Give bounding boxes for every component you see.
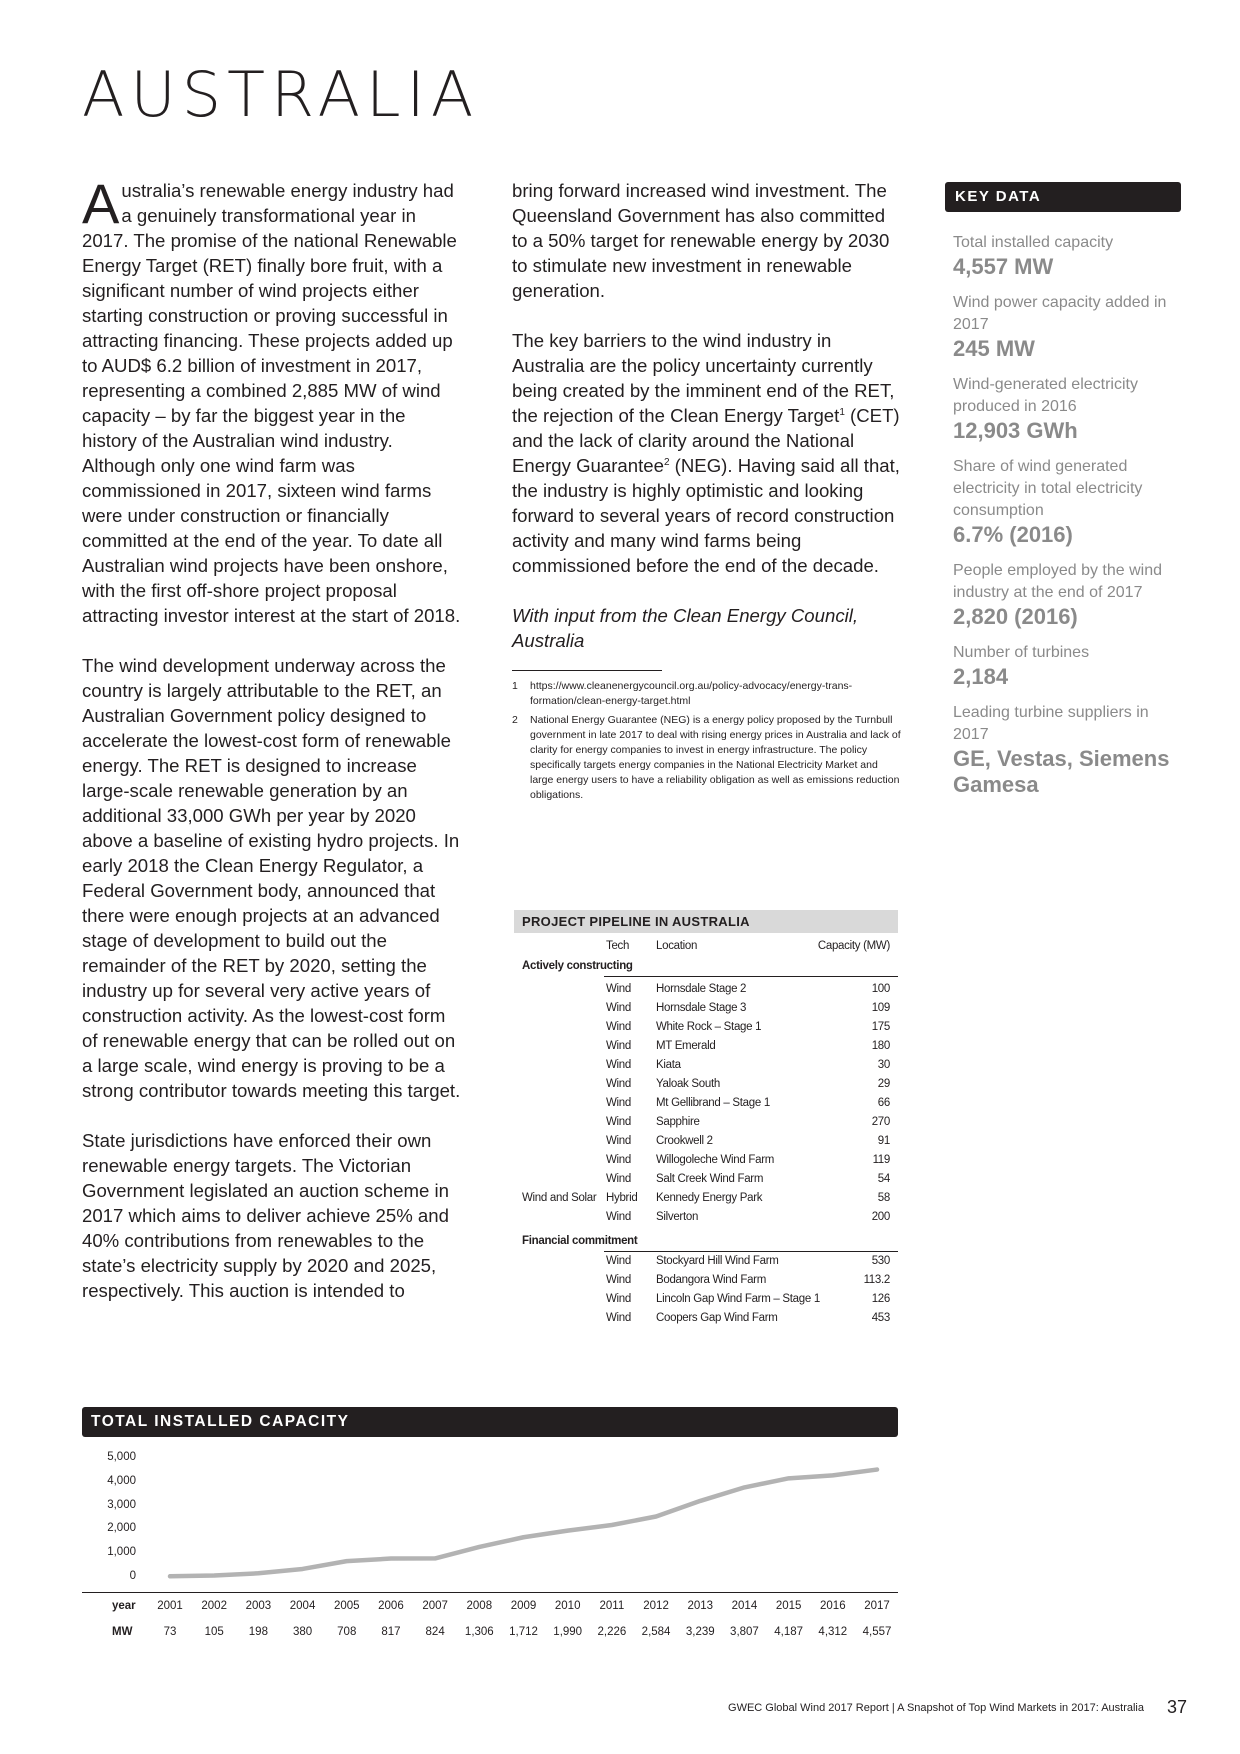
section-financial-commitment: Financial commitment xyxy=(522,1235,638,1247)
table-row xyxy=(514,1113,898,1132)
project-capacity: 530 xyxy=(871,1255,890,1267)
footnote-text: https://www.cleanenergycouncil.org.au/policy-advocacy/energy-trans-formation/clean-energy-target.html xyxy=(530,680,853,707)
x-tick-label: 2011 xyxy=(599,1600,625,1612)
project-location: Crookwell 2 xyxy=(656,1135,713,1147)
project-tech: Wind xyxy=(606,1293,632,1305)
data-label: 380 xyxy=(292,1626,313,1638)
data-point xyxy=(389,1557,393,1561)
project-pipeline-table xyxy=(514,910,898,1328)
x-tick-label: 2015 xyxy=(775,1600,802,1612)
data-label: 1,712 xyxy=(509,1626,538,1638)
project-tech: Wind xyxy=(606,1021,632,1033)
data-label: 198 xyxy=(248,1626,268,1638)
project-capacity: 200 xyxy=(871,1211,890,1223)
footnotes xyxy=(512,679,902,803)
key-data-value: 4,557 MW xyxy=(953,254,1054,279)
project-capacity: 453 xyxy=(871,1312,890,1324)
credit-line: With input from the Clean Energy Council, Australia xyxy=(512,605,859,651)
data-point xyxy=(831,1473,835,1477)
data-point xyxy=(433,1556,437,1560)
x-tick-label: 2016 xyxy=(820,1600,846,1612)
article-column-1 xyxy=(82,172,464,1328)
project-capacity: 119 xyxy=(872,1154,890,1166)
table-row xyxy=(514,980,898,999)
key-data-item xyxy=(953,374,1183,444)
key-data-label: Total installed capacity xyxy=(953,234,1114,251)
data-label: 3,239 xyxy=(685,1626,715,1638)
page-number: 37 xyxy=(1167,1697,1188,1717)
x-tick-label: 2003 xyxy=(245,1600,272,1612)
pipeline-rows-financial xyxy=(514,1252,898,1328)
pipeline-header-row xyxy=(514,937,898,956)
key-data-heading: KEY DATA xyxy=(945,182,1181,212)
paragraph-intro xyxy=(82,172,464,628)
data-label: 708 xyxy=(337,1626,357,1638)
table-row xyxy=(514,1056,898,1075)
data-label: 4,187 xyxy=(774,1626,804,1638)
pipeline-heading: PROJECT PIPELINE IN AUSTRALIA xyxy=(514,910,898,933)
x-tick-label: 2005 xyxy=(333,1600,360,1612)
table-row xyxy=(514,1132,898,1151)
data-point xyxy=(345,1559,349,1563)
mw-row xyxy=(82,1626,898,1646)
project-tech: Wind xyxy=(606,1116,632,1128)
data-label: 2,226 xyxy=(597,1626,627,1638)
project-tech: Wind xyxy=(606,1135,632,1147)
page-title: AUSTRALIA xyxy=(82,58,480,131)
project-tech: Hybrid xyxy=(606,1192,638,1204)
project-capacity: 113.2 xyxy=(863,1274,890,1286)
data-point xyxy=(256,1571,260,1575)
footnote-2 xyxy=(512,713,902,803)
project-tech: Wind xyxy=(606,1173,632,1185)
project-group: Wind and Solar xyxy=(522,1192,597,1204)
project-tech: Wind xyxy=(606,1078,632,1090)
data-label: 1,306 xyxy=(464,1626,494,1638)
pipeline-rows-constructing xyxy=(514,980,898,1227)
project-capacity: 126 xyxy=(871,1293,890,1305)
key-data-item xyxy=(953,642,1183,690)
project-location: Kiata xyxy=(656,1059,681,1071)
project-location: MT Emerald xyxy=(656,1040,716,1052)
paragraph-continued: bring forward increased wind investment. The Queensland Government has also committed to a 50% target for renewable energy by 2030 to stimulate new investment in renewable generation. xyxy=(512,180,890,301)
project-capacity: 91 xyxy=(877,1135,890,1147)
x-axis-line xyxy=(82,1592,898,1593)
chart-title: TOTAL INSTALLED CAPACITY xyxy=(82,1407,898,1437)
key-data-item xyxy=(953,560,1183,630)
project-location: Salt Creek Wind Farm xyxy=(656,1173,764,1185)
footnote-ref-1: 1 xyxy=(839,406,845,418)
x-tick-label: 2010 xyxy=(554,1600,581,1612)
key-data-label: Share of wind generated electricity in total electricity consumption xyxy=(953,458,1143,519)
year-row xyxy=(82,1600,898,1620)
project-capacity: 270 xyxy=(871,1116,890,1128)
project-location: Stockyard Hill Wind Farm xyxy=(656,1255,779,1267)
project-tech: Wind xyxy=(606,1312,632,1324)
table-row xyxy=(514,999,898,1018)
project-tech: Wind xyxy=(606,1002,632,1014)
key-data-value: 12,903 GWh xyxy=(953,418,1078,443)
project-capacity: 30 xyxy=(877,1059,890,1071)
section-divider xyxy=(604,976,898,977)
project-tech: Wind xyxy=(606,1255,632,1267)
y-tick-label: 0 xyxy=(129,1570,136,1582)
footnote-text: National Energy Guarantee (NEG) is a energy policy proposed by the Turnbull government in late 2017 to deal with rising energy prices in Australia and lack of clarity for energy companies to invest in energy infrastructure. The policy specifically targets energy companies in the National Electricity Market and large energy users to have a reliability obligation as well as emissions reduction obligations. xyxy=(530,714,901,801)
key-data-item xyxy=(953,232,1183,280)
data-label: 73 xyxy=(163,1626,177,1638)
data-label: 3,807 xyxy=(730,1626,759,1638)
key-data-label: Wind power capacity added in 2017 xyxy=(953,294,1167,333)
project-capacity: 100 xyxy=(871,983,890,995)
table-row xyxy=(514,1252,898,1271)
capacity-series-line xyxy=(170,1470,877,1577)
project-tech: Wind xyxy=(606,1154,632,1166)
footnote-number: 2 xyxy=(512,714,518,726)
x-tick-label: 2012 xyxy=(643,1600,669,1612)
data-point xyxy=(787,1476,791,1480)
key-data-label: Leading turbine suppliers in 2017 xyxy=(953,704,1149,743)
key-data-label: Number of turbines xyxy=(953,644,1090,661)
key-data-value: 2,820 (2016) xyxy=(953,604,1078,629)
project-capacity: 29 xyxy=(877,1078,890,1090)
key-data-item xyxy=(953,292,1183,362)
data-label: 105 xyxy=(204,1626,224,1638)
footnote-number: 1 xyxy=(512,680,518,692)
project-capacity: 175 xyxy=(871,1021,890,1033)
y-tick-label: 2,000 xyxy=(107,1522,136,1535)
project-capacity: 54 xyxy=(877,1173,890,1185)
key-data-value: GE, Vestas, Siemens Gamesa xyxy=(953,746,1170,797)
key-data-label: People employed by the wind industry at the end of 2017 xyxy=(953,562,1163,601)
data-point xyxy=(212,1574,216,1578)
key-data-value: 2,184 xyxy=(953,664,1009,689)
data-label: 817 xyxy=(381,1626,401,1638)
y-tick-label: 1,000 xyxy=(107,1546,136,1559)
data-point xyxy=(168,1574,172,1578)
data-label: 824 xyxy=(425,1626,445,1638)
project-location: Mt Gellibrand – Stage 1 xyxy=(656,1097,770,1109)
data-point xyxy=(610,1523,614,1527)
project-location: White Rock – Stage 1 xyxy=(656,1021,762,1033)
x-tick-label: 2001 xyxy=(157,1600,183,1612)
data-point xyxy=(875,1468,879,1472)
project-tech: Wind xyxy=(606,1040,632,1052)
table-row xyxy=(514,1208,898,1227)
project-location: Hornsdale Stage 3 xyxy=(656,1002,747,1014)
x-tick-label: 2008 xyxy=(466,1600,493,1612)
project-capacity: 58 xyxy=(877,1192,890,1204)
column-header-location: Location xyxy=(656,940,698,952)
project-location: Silverton xyxy=(656,1211,699,1223)
project-tech: Wind xyxy=(606,1211,632,1223)
project-location: Willogoleche Wind Farm xyxy=(656,1154,775,1166)
data-point xyxy=(566,1529,570,1533)
data-point xyxy=(654,1515,658,1519)
paragraph-intro-text: ustralia’s renewable energy industry had a genuinely transformational year in 2017. The promise of the national Renewable Energy Target (RET) finally bore fruit, with a significant number of wind projects either starting construction or proving successful in attracting financing. These projects added up to AUD$ 6.2 billion of investment in 2017, representing a combined 2,885 MW of wind capacity – by far the biggest year in the history of the Australian wind industry. Although only one wind farm was commissioned in 2017, sixteen wind farms were under construction or financially committed at the end of the year. To date all Australian wind projects have been onshore, with the first off-shore project proposal attracting investor interest at the start of 2018. xyxy=(82,180,461,626)
table-row xyxy=(514,1271,898,1290)
data-label: 4,312 xyxy=(818,1626,848,1638)
data-point xyxy=(522,1535,526,1539)
key-data-item xyxy=(953,702,1183,798)
article-column-2 xyxy=(512,178,902,807)
barriers-text-c: (NEG). Having said all that, the industry is highly optimistic and looking forward to several years of record construction activity and many wind farms being commissioned before the end of the decade. xyxy=(512,455,900,576)
table-row xyxy=(514,1094,898,1113)
footnote-divider xyxy=(512,670,662,671)
project-tech: Wind xyxy=(606,1097,632,1109)
column-header-capacity: Capacity (MW) xyxy=(817,940,890,952)
project-tech: Wind xyxy=(606,1059,632,1071)
table-row xyxy=(514,1018,898,1037)
x-tick-label: 2009 xyxy=(510,1600,537,1612)
barriers-text-b: (CET) and the lack of clarity around the National Energy Guarantee xyxy=(512,405,900,476)
project-location: Kennedy Energy Park xyxy=(656,1192,763,1204)
project-location: Hornsdale Stage 2 xyxy=(656,983,747,995)
x-tick-label: 2017 xyxy=(864,1600,890,1612)
key-data-item xyxy=(953,456,1183,548)
y-tick-label: 3,000 xyxy=(107,1498,136,1511)
x-tick-label: 2014 xyxy=(731,1600,758,1612)
y-tick-label: 5,000 xyxy=(107,1451,136,1463)
table-row xyxy=(514,1290,898,1309)
footnote-1 xyxy=(512,679,902,709)
x-tick-label: 2007 xyxy=(422,1600,448,1612)
barriers-text-a: The key barriers to the wind industry in Australia are the policy uncertainty currently being created by the imminent end of the RET, the rejection of the Clean Energy Target xyxy=(512,330,895,426)
project-location: Lincoln Gap Wind Farm – Stage 1 xyxy=(656,1293,820,1305)
y-tick-label: 4,000 xyxy=(107,1474,136,1487)
paragraph-barriers xyxy=(512,328,902,578)
mw-row-label: MW xyxy=(112,1626,133,1638)
key-data-label: Wind-generated electricity produced in 2016 xyxy=(953,376,1138,415)
paragraph-state: State jurisdictions have enforced their own renewable energy targets. The Victorian Government legislated an auction scheme in 2017 which aims to deliver achieve 25% and 40% contributions from renewables to the state’s electricity supply by 2020 and 2025, respectively. This auction is intended to xyxy=(82,1130,449,1301)
data-point xyxy=(477,1545,481,1549)
x-tick-label: 2013 xyxy=(687,1600,714,1612)
project-tech: Wind xyxy=(606,983,632,995)
data-label: 4,557 xyxy=(862,1626,892,1638)
data-point xyxy=(698,1499,702,1503)
project-tech: Wind xyxy=(606,1274,632,1286)
key-data-value: 245 MW xyxy=(953,336,1035,361)
drop-cap: A xyxy=(82,172,120,235)
data-point xyxy=(301,1567,305,1571)
year-row-label: year xyxy=(112,1600,136,1612)
data-point xyxy=(742,1485,746,1489)
project-location: Bodangora Wind Farm xyxy=(656,1274,766,1286)
key-data-list xyxy=(953,232,1183,810)
table-row xyxy=(514,1309,898,1328)
page-footer: GWEC Global Wind 2017 Report | A Snapshot of Top Wind Markets in 2017: Australia xyxy=(728,1702,1144,1714)
paragraph-ret: The wind development underway across the country is largely attributable to the RET, an Australian Government policy designed to accelerate the lowest-cost form of renewable energy. The RET is designed to increase large-scale renewable generation by an additional 33,000 GWh per year by 2020 above a baseline of existing hydro projects. In early 2018 the Clean Energy Regulator, a Federal Government body, announced that there were enough projects at an advanced stage of development to build out the remainder of the RET by 2020, setting the industry up for several very active years of construction activity. As the lowest-cost form of renewable energy that can be rolled out on a large scale, wind energy is proving to be a strong contributor towards meeting this target. xyxy=(82,655,461,1101)
table-row xyxy=(514,1075,898,1094)
project-location: Yaloak South xyxy=(656,1078,720,1090)
table-row xyxy=(514,1037,898,1056)
data-label: 1,990 xyxy=(553,1626,583,1638)
x-tick-label: 2002 xyxy=(201,1600,227,1612)
column-header-tech: Tech xyxy=(606,940,630,952)
x-tick-label: 2006 xyxy=(378,1600,404,1612)
table-row xyxy=(514,1151,898,1170)
footnote-ref-2: 2 xyxy=(663,456,670,468)
x-tick-label: 2004 xyxy=(289,1600,316,1612)
section-actively-constructing: Actively constructing xyxy=(522,960,633,972)
project-location: Sapphire xyxy=(656,1116,700,1128)
table-row xyxy=(514,1170,898,1189)
key-data-value: 6.7% (2016) xyxy=(953,522,1073,547)
project-location: Coopers Gap Wind Farm xyxy=(656,1312,778,1324)
data-label: 2,584 xyxy=(641,1626,671,1638)
project-capacity: 180 xyxy=(871,1040,890,1052)
project-capacity: 109 xyxy=(871,1002,890,1014)
project-capacity: 66 xyxy=(877,1097,890,1109)
table-row xyxy=(514,1189,898,1208)
